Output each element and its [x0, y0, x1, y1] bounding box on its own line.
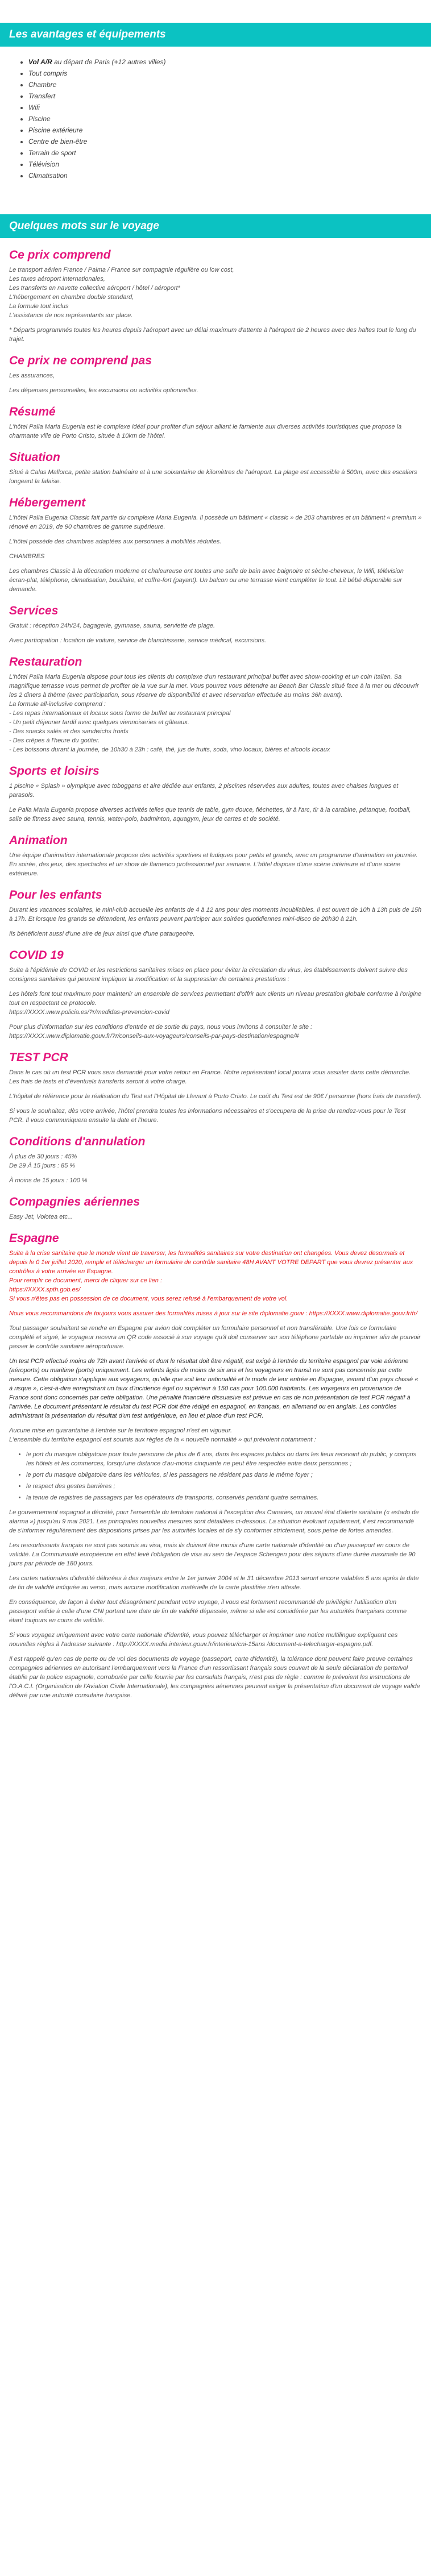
section-paragraph: Aucune mise en quarantaine à l'entrée sur le territoire espagnol n'est en vigueur. L'ensemble du territoire espagnol est soumis aux règles de la « nouvelle normalité » qui prévoient notamment : — [9, 1427, 316, 1443]
section-paragraph: Suite à l'épidémie de COVID et les restrictions sanitaires mises en place pour éviter la circulation du virus, les établissements doivent suivre des consignes sanitaires qui peuvent impliquer la modification et la suppression de certaines prestations : — [9, 967, 408, 983]
amenity-item: • Tout compris — [28, 69, 422, 78]
section-title: Résumé — [9, 405, 56, 418]
amenity-item: • Wifi — [28, 103, 422, 112]
amenity-item: • Vol A/R au départ de Paris (+12 autres villes) — [28, 58, 422, 67]
section-title: Restauration — [9, 655, 82, 668]
section-paragraph: Tout passager souhaitant se rendre en Espagne par avion doit compléter un formulaire personnel et non transférable. Une fois ce formulaire complété et signé, le voyageur recevra un QR code associé à son voyage qu'il doit conserver sur son téléphone portable ou imprimer afin de pouvoir passer le contrôle sanitaire aéroportuaire. — [9, 1325, 421, 1350]
closing-paragraphs — [9, 1508, 422, 1700]
section-title: Pour les enfants — [9, 888, 102, 901]
amenities-heading: Les avantages et équipements — [0, 23, 431, 47]
section-paragraph: À moins de 15 jours : 100 % — [9, 1177, 88, 1184]
closing-paragraph: Les ressortissants français ne sont pas soumis au visa, mais ils doivent être munis d'une carte nationale d'identité ou d'un passeport en cours de validité. La Communauté européenne en effet levé l'obligation de visa au sein de l'espace Schengen pour des séjours d'une durée maximale de 90 jours par période de 180 jours. — [9, 1542, 416, 1567]
section-paragraph: Le transport aérien France / Palma / France sur compagnie régulière ou low cost, Les taxes aéroport internationales, Les transferts en navette collective aéroport / hôtel / aéroport* L'hébergement en chambre double standard, La formule tout inclus L'assistance de nos représentants sur place. — [9, 267, 234, 319]
section-paragraph: Un test PCR effectué moins de 72h avant l'arrivée et dont le résultat doit être négatif, est exigé à l'entrée du territoire espagnol par voie aérienne (aéroports) ou maritime (ports) uniquement. Les enfants âgés de moins de six ans et les voyageurs en transit ne sont pas concernés par cette mesure. Cette obligation s'applique aux voyageurs, qu'elle que soit leur nationalité et le mode de leur entrée en Espagne, venant d'un pays classé « à risque », c'est-à-dire enregistrant un taux d'incidence égal ou supérieur à 150 cas pour 100.000 habitants. Les voyageurs en provenance de France sont donc concernés par cette obligation. Une pénalité financière dissuasive est prévue en cas de non présentation de test PCR négatif à l'arrivée. Le document présentant le résultat du test PCR doit être rédigé en espagnol, en français, en allemand ou en anglais. Les contrôles administrant la présentation du résultat d'un test antigénique, en lieu et place d'un test PCR. — [9, 1358, 418, 1419]
trip-info-heading: Quelques mots sur le voyage — [0, 214, 431, 238]
section-paragraph: Les dépenses personnelles, les excursions ou activités optionnelles. — [9, 387, 198, 394]
section-title: Conditions d'annulation — [9, 1135, 146, 1148]
section-paragraph: Une équipe d'animation internationale propose des activités sportives et ludiques pour petits et grands, avec un programme d'animation en journée. En soirée, des jeux, des spectacles et un show de flamenco professionnel par semaine. L'hôtel dispose d'une scène intérieure et d'une scène extérieure. — [9, 852, 418, 877]
closing-paragraph: Le gouvernement espagnol a décrété, pour l'ensemble du territoire national à l'exception des Canaries, un nouvel état d'alerte sanitaire (« estado de alarma ») jusqu'au 9 mai 2021. Les principales nouvelles mesures sont détaillées ci-dessous. La situation évoluant rapidement, il est recommandé de s'informer régulièrement des dispositions prises par les autorités locales et de s'y conformer strictement, sous peine de fortes amendes. — [9, 1509, 419, 1534]
amenity-item: • Centre de bien-être — [28, 138, 422, 146]
section-paragraph: L'hôpital de référence pour la réalisation du Test est l'Hôpital de Llevant à Porto Cristo. Le coût du Test est de 90€ / personne (hors frais de transfert). — [9, 1093, 422, 1100]
amenity-item: • Piscine — [28, 115, 422, 123]
section-paragraph: Avec participation : location de voiture, service de blanchisserie, service médical, excursions. — [9, 637, 267, 644]
section-title: Services — [9, 604, 59, 617]
section-title: TEST PCR — [9, 1051, 68, 1064]
closing-paragraph: En conséquence, de façon à éviter tout désagrément pendant votre voyage, il vous est fortement recommandé de privilégier l'utilisation d'un passeport valide à celle d'une CNI portant une date de fin de validité dépassée, même si elle est considérée par les autorités françaises comme étant toujours en cours de validité. — [9, 1599, 407, 1624]
amenity-item: • Climatisation — [28, 172, 422, 180]
section-title: Animation — [9, 834, 68, 847]
amenity-item: • Chambre — [28, 81, 422, 89]
section-paragraph: CHAMBRES — [9, 553, 45, 560]
amenity-item: • Terrain de sport — [28, 149, 422, 157]
amenity-bold: Vol A/R — [28, 58, 52, 66]
section-title: Espagne — [9, 1232, 59, 1245]
rule-item: • le respect des gestes barrières ; — [26, 1482, 422, 1491]
section-title: Ce prix comprend — [9, 248, 111, 261]
trip-info-sections — [0, 248, 431, 1444]
amenity-item: • Piscine extérieure — [28, 126, 422, 135]
section-title: Ce prix ne comprend pas — [9, 354, 152, 367]
section-paragraph: Le Palia Maria Eugenia propose diverses activités telles que tennis de table, gym douce, fléchettes, tir à l'arc, tir à la carabine, pétanque, football, salle de fitness avec sauna, tennis, water-polo, badminton, aquagym, jeux de cartes et de société. — [9, 807, 411, 822]
rule-item: • le port du masque obligatoire pour toute personne de plus de 6 ans, dans les espaces publics ou dans les lieux recevant du public, y compris les hôtels et les commerces, lorsqu'une distance d'au-moins cinquante ne peut être respectée entre deux personnes ; — [26, 1450, 422, 1468]
section-title: Hébergement — [9, 496, 86, 509]
section-paragraph: L'hôtel Palia Maria Eugenia dispose pour tous les clients du complexe d'un restaurant principal buffet avec show-cooking et un coin Italien. Sa magnifique terrasse vous permet de profiter de la vue sur la mer. Vous pourrez vous détendre au Beach Bar Classic situé face à la mer ou découvrir les 2 diners à thème (avec participation, sous réserve de disponibilité et avec réservation effectuée au moins 36h avant). La formule all-inclusive comprend : - Les repas internationaux et locaux sous forme de buffet au restaurant principal - Un petit déjeuner tardif avec quelques viennoiseries et gâteaux. - Des snacks salés et des sandwichs froids - Des crêpes à l'heure du goûter. - Les boissons durant la journée, de 10h30 à 23h : café, thé, jus de fruits, soda, vino locaux, bières et alcools locaux — [9, 674, 419, 753]
amenity-item: • Télévision — [28, 160, 422, 169]
section-paragraph: * Départs programmés toutes les heures depuis l'aéroport avec un délai maximum d'attente à l'aéroport de 2 heures avec des haltes tout le long du trajet. — [9, 327, 416, 343]
section-title: COVID 19 — [9, 949, 64, 962]
section-paragraph: Gratuit : réception 24h/24, bagagerie, gymnase, sauna, serviette de plage. — [9, 622, 216, 629]
amenities-list — [28, 58, 422, 180]
section-paragraph: L'hôtel Palia Maria Eugenia est le complexe idéal pour profiter d'un séjour alliant le farniente aux diverses activités touristiques que propose la charmante ville de Porto Cristo, située à 10km de l'hôtel. — [9, 423, 402, 439]
section-title: Compagnies aériennes — [9, 1195, 140, 1208]
section-paragraph: Situé à Calas Mallorca, petite station balnéaire et à une soixantaine de kilomètres de l'aéroport. La plage est accessible à 500m, avec des escaliers longeant la falaise. — [9, 469, 417, 485]
closing-paragraph: Les cartes nationales d'identité délivrées à des majeurs entre le 1er janvier 2004 et le 31 décembre 2013 seront encore valables 5 ans après la date de fin de validité indiquée au verso, mais aucune modification matérielle de la carte plastifiée n'en atteste. — [9, 1575, 419, 1591]
rule-item: • le port du masque obligatoire dans les véhicules, si les passagers ne résident pas dans le même foyer ; — [26, 1470, 422, 1480]
section-paragraph: Les hôtels font tout maximum pour maintenir un ensemble de services permettant d'offrir aux clients un niveau prestation globale conforme à l'origine tout en respectant ce protocole. https://XXXX.www.policia.es/?r/medidas-prevencion-covid — [9, 991, 422, 1016]
section-paragraph: Dans le cas où un test PCR vous sera demandé pour votre retour en France. Notre représentant local pourra vous assister dans cette démarche. Les frais de tests et d'éventuels transferts seront à votre charge. — [9, 1069, 411, 1085]
closing-paragraph: Si vous voyagez uniquement avec votre carte nationale d'identité, vous pouvez télécharger et imprimer une notice multilingue expliquant ces nouvelles règles à l'adresse suivante : http://XXXX.media.interieur.gouv.fr/interieur/cni-15ans /document-a-telecharger-espagne.pdf. — [9, 1632, 398, 1648]
amenity-item: • Transfert — [28, 92, 422, 101]
section-paragraph: Easy Jet, Volotea etc... — [9, 1214, 73, 1220]
section-paragraph: L'hôtel possède des chambres adaptées aux personnes à mobilités réduites. — [9, 538, 222, 545]
section-paragraph: Les assurances, — [9, 372, 55, 379]
section-title: Situation — [9, 451, 60, 464]
rule-item: • la tenue de registres de passagers par les opérateurs de transports, conservés pendant quatre semaines. — [26, 1493, 422, 1502]
section-paragraph: Durant les vacances scolaires, le mini-club accueille les enfants de 4 à 12 ans pour des moments inoubliables. Il est ouvert de 10h à 13h puis de 15h à 17h. Et lorsque les grands se détendent, les enfants peuvent participer aux soirées quotidiennes mini-disco de 20h30 à 21h. — [9, 907, 422, 923]
section-paragraph: À plus de 30 jours : 45% De 29 À 15 jours : 85 % — [9, 1153, 77, 1169]
amenities-section — [0, 47, 431, 196]
rules-section — [0, 1450, 431, 1700]
section-paragraph: Pour plus d'information sur les conditions d'entrée et de sortie du pays, nous vous invitons à consulter le site : https://XXXX.www.diplomatie.gouv.fr/?r/conseils-aux-voyageurs/conseils-par-pays-destination/espagne/# — [9, 1024, 313, 1040]
section-paragraph: Ils bénéficient aussi d'une aire de jeux ainsi que d'une pataugeoire. — [9, 930, 195, 937]
section-title: Sports et loisirs — [9, 765, 100, 778]
section-paragraph: Si vous le souhaitez, dès votre arrivée, l'hôtel prendra toutes les informations nécessaires et s'occupera de la prise du rendez-vous pour le Test PCR. Il vous communiquera ensuite la date et l'heure. — [9, 1108, 406, 1124]
section-paragraph: L'hôtel Palia Eugenia Classic fait partie du complexe Maria Eugenia. Il possède un bâtiment « classic » de 203 chambres et un bâtiment « premium » rénové en 2019, de 90 chambres de gamme supérieure. — [9, 514, 422, 530]
rules-list — [26, 1450, 422, 1502]
section-paragraph: 1 piscine « Splash » olympique avec toboggans et aire dédiée aux enfants, 2 piscines réservées aux adultes, toutes avec chaises longues et parasols. — [9, 783, 399, 799]
section-paragraph: Nous vous recommandons de toujours vous assurer des formalités mises à jour sur le site diplomatie.gouv : https://XXXX.www.diplomatie.gouv.fr/fr/ — [9, 1310, 418, 1317]
closing-paragraph: Il est rappelé qu'en cas de perte ou de vol des documents de voyage (passeport, carte d'identité), la tolérance dont peuvent faire preuve certaines compagnies aériennes en autorisant l'embarquement vers la France d'un ressortissant français sous couvert de la seule déclaration de perte/vol établie par la police espagnole, corroborée par celle fournie par les consulats français, n'est pas de règle : comme le prévoient les instructions de l'O.A.C.I. (Organisation de l'Aviation Civile Internationale), les compagnies aériennes peuvent exiger la présentation d'un document de voyage valide délivré par une autorité consulaire française. — [9, 1656, 420, 1699]
section-paragraph: Les chambres Classic à la décoration moderne et chaleureuse ont toutes une salle de bain avec baignoire et sèche-cheveux, le Wifi, télévision écran-plat, téléphone, climatisation, bouilloire, et coffre-fort (payant). Un balcon ou une terrasse vient compléter le tout. Lit bébé disponible sur demande. — [9, 568, 404, 593]
section-paragraph: Suite à la crise sanitaire que le monde vient de traverser, les formalités sanitaires sur votre destination ont changées. Vous devez desormais et depuis le 0 1er juillet 2020, remplir et télécharger un formulaire de contrôle sanitaire 48H AVANT VOTRE DEPART que vous devrez présenter aux contrôles à votre arrivée en Espagne. Pour remplir ce document, merci de cliquer sur ce lien : https://XXXX.spth.gob.es/ Si vous n'êtes pas en possession de ce document, vous serez refusé à l'embarquement de votre vol. — [9, 1250, 413, 1302]
